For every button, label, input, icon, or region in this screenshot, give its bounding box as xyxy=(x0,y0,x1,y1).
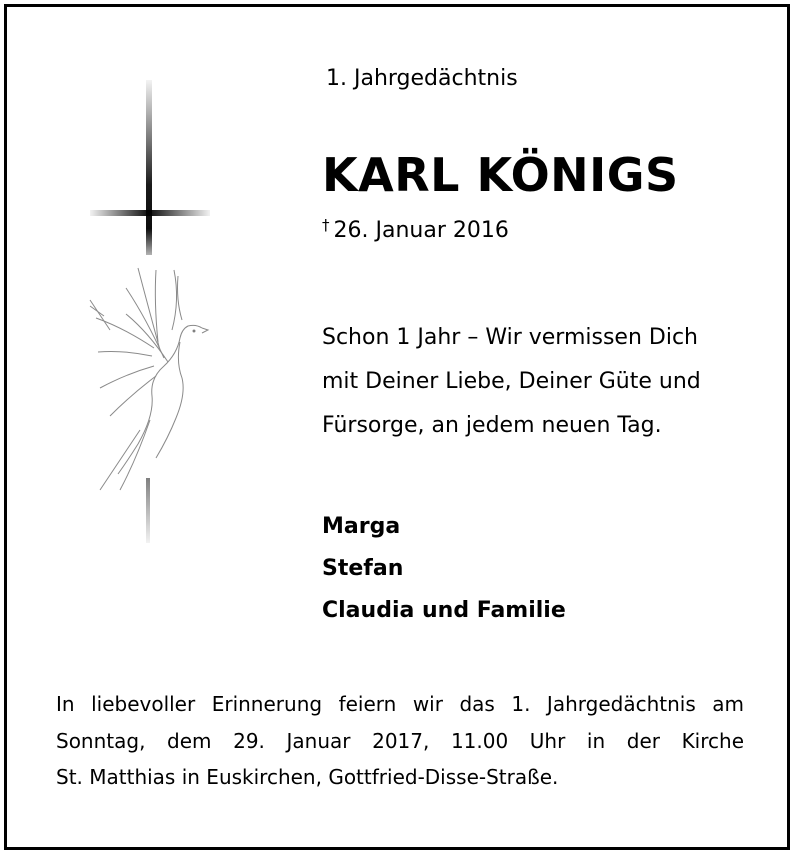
service-notice xyxy=(56,686,744,796)
anniversary-title: 1. Jahrgedächtnis xyxy=(326,66,518,91)
deceased-name: KARL KÖNIGS xyxy=(322,148,679,202)
message-line: Fürsorge, an jedem neuen Tag. xyxy=(322,413,662,438)
cross-and-dove-illustration xyxy=(80,80,220,550)
death-cross-symbol: † xyxy=(322,216,330,234)
mourner-name: Claudia und Familie xyxy=(322,598,566,623)
dove-icon xyxy=(90,268,208,490)
mourner-name: Marga xyxy=(322,514,401,539)
message-line: Schon 1 Jahr – Wir vermissen Dich xyxy=(322,325,698,350)
message-line: mit Deiner Liebe, Deiner Güte und xyxy=(322,369,701,394)
death-date-line xyxy=(322,216,509,243)
mourners-list xyxy=(322,506,566,632)
memorial-message xyxy=(322,316,762,448)
notice-line: In liebevoller Erinnerung feiern wir das 1. Jahrgedächtnis am xyxy=(56,692,744,716)
death-date: 26. Januar 2016 xyxy=(333,218,509,243)
notice-line: St. Matthias in Euskirchen, Gottfried-Disse-Straße. xyxy=(56,765,559,789)
mourner-name: Stefan xyxy=(322,556,404,581)
notice-line: Sonntag, dem 29. Januar 2017, 11.00 Uhr in der Kirche xyxy=(56,728,744,753)
